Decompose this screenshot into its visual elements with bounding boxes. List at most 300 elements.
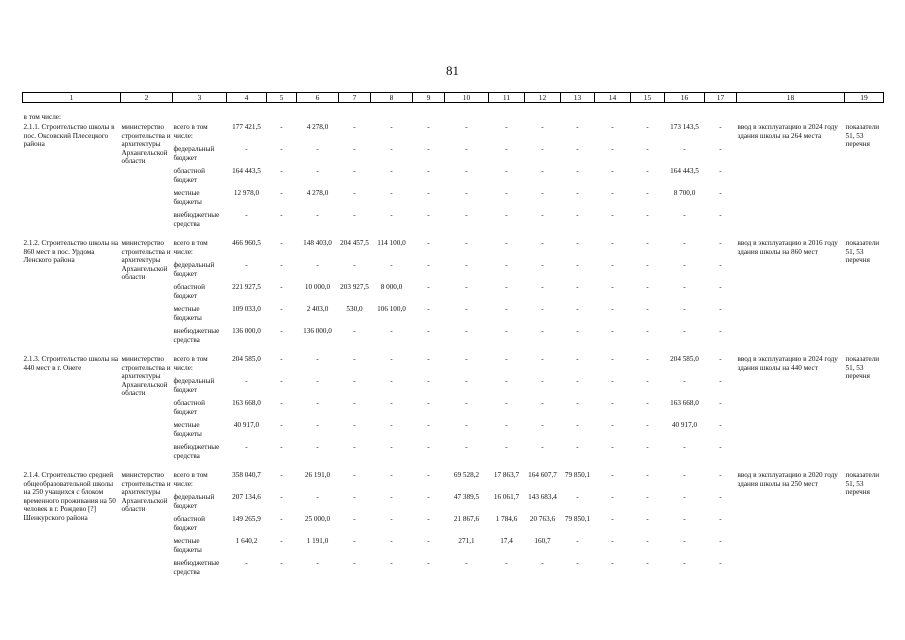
amount-cell: -: [646, 537, 649, 545]
amount-cell: 164 443,5: [232, 167, 261, 175]
amount-cell: 2 403,0: [306, 305, 329, 313]
amount-cell: -: [465, 421, 468, 429]
column-number: 9: [413, 93, 445, 103]
amount-cell: -: [316, 493, 319, 501]
indicators-ref: показатели 51, 53 перечня: [845, 123, 880, 149]
amount-cell: 10 000,0: [304, 283, 331, 291]
amount-cell: 164 607,7: [528, 471, 557, 479]
amount-cell: -: [576, 559, 579, 567]
column-number: 8: [371, 93, 413, 103]
amount-cell: -: [353, 211, 356, 219]
amount-cell: -: [576, 123, 579, 131]
amount-cell: -: [683, 515, 686, 523]
amount-cell: -: [427, 305, 430, 313]
amount-cell: -: [683, 377, 686, 385]
amount-cell: -: [353, 421, 356, 429]
executor-name: министерство строительства и архитектуры Архангельской области: [121, 355, 171, 398]
amount-cell: -: [280, 377, 283, 385]
amount-cell: -: [245, 211, 248, 219]
amount-cell: -: [427, 123, 430, 131]
amount-cell: -: [316, 211, 319, 219]
amount-cell: -: [683, 471, 686, 479]
amount-cell: -: [390, 327, 393, 335]
amount-cell: -: [611, 211, 614, 219]
amount-cell: -: [719, 123, 722, 131]
executor-name: министерство строительства и архитектуры Архангельской области: [121, 123, 171, 166]
amount-cell: -: [719, 261, 722, 269]
amount-cell: 106 100,0: [377, 305, 406, 313]
amount-cell: -: [576, 145, 579, 153]
amount-cell: -: [353, 145, 356, 153]
amount-cell: -: [390, 355, 393, 363]
executor-name: министерство строительства и архитектуры Архангельской области: [121, 239, 171, 282]
amount-cell: -: [719, 283, 722, 291]
amount-cell: -: [465, 123, 468, 131]
amount-cell: -: [505, 211, 508, 219]
intro-row: [23, 103, 884, 124]
amount-cell: -: [541, 123, 544, 131]
column-number: 11: [489, 93, 525, 103]
amount-cell: -: [390, 399, 393, 407]
amount-cell: -: [611, 421, 614, 429]
amount-cell: -: [646, 283, 649, 291]
amount-cell: -: [683, 537, 686, 545]
indicators-ref: показатели 51, 53 перечня: [845, 239, 880, 265]
amount-cell: -: [541, 377, 544, 385]
amount-cell: -: [390, 537, 393, 545]
table-row: [23, 123, 884, 145]
expected-result: ввод в эксплуатацию в 2020 году здания школы на 250 мест: [737, 471, 838, 488]
column-number: 12: [525, 93, 561, 103]
amount-cell: -: [541, 327, 544, 335]
amount-cell: -: [505, 399, 508, 407]
amount-cell: 271,1: [458, 537, 475, 545]
amount-cell: -: [245, 377, 248, 385]
amount-cell: -: [719, 377, 722, 385]
amount-cell: -: [576, 211, 579, 219]
amount-cell: 160,7: [534, 537, 551, 545]
amount-cell: -: [719, 189, 722, 197]
funding-source: федеральный бюджет: [173, 377, 215, 394]
amount-cell: 221 927,5: [232, 283, 261, 291]
funding-source: областной бюджет: [173, 283, 205, 300]
column-number: 4: [227, 93, 267, 103]
amount-cell: -: [427, 167, 430, 175]
amount-cell: -: [427, 399, 430, 407]
column-number: 14: [595, 93, 631, 103]
amount-cell: -: [646, 377, 649, 385]
funding-source: федеральный бюджет: [173, 145, 215, 162]
amount-cell: -: [390, 515, 393, 523]
amount-cell: -: [390, 167, 393, 175]
funding-source: местные бюджеты: [173, 421, 202, 438]
amount-cell: -: [541, 261, 544, 269]
funding-source: всего в том числе:: [173, 239, 208, 256]
amount-cell: -: [427, 377, 430, 385]
amount-cell: -: [353, 189, 356, 197]
funding-source: областной бюджет: [173, 515, 205, 532]
amount-cell: -: [505, 167, 508, 175]
amount-cell: -: [465, 239, 468, 247]
amount-cell: -: [390, 493, 393, 501]
amount-cell: -: [576, 421, 579, 429]
amount-cell: 16 061,7: [493, 493, 520, 501]
amount-cell: -: [280, 261, 283, 269]
amount-cell: 1 640,2: [235, 537, 258, 545]
amount-cell: -: [611, 377, 614, 385]
amount-cell: -: [353, 261, 356, 269]
amount-cell: 40 917,0: [233, 421, 260, 429]
amount-cell: -: [353, 377, 356, 385]
amount-cell: -: [280, 123, 283, 131]
amount-cell: 203 927,5: [340, 283, 369, 291]
amount-cell: -: [353, 123, 356, 131]
amount-cell: -: [465, 167, 468, 175]
funding-source: местные бюджеты: [173, 305, 202, 322]
amount-cell: -: [316, 399, 319, 407]
amount-cell: -: [611, 355, 614, 363]
amount-cell: -: [353, 327, 356, 335]
amount-cell: -: [316, 443, 319, 451]
amount-cell: -: [390, 145, 393, 153]
amount-cell: -: [646, 327, 649, 335]
column-number: 19: [845, 93, 884, 103]
table-body: [23, 103, 884, 582]
amount-cell: -: [719, 537, 722, 545]
amount-cell: -: [353, 399, 356, 407]
amount-cell: -: [719, 471, 722, 479]
amount-cell: 204 457,5: [340, 239, 369, 247]
amount-cell: -: [427, 493, 430, 501]
amount-cell: -: [719, 167, 722, 175]
amount-cell: -: [390, 211, 393, 219]
amount-cell: -: [280, 239, 283, 247]
funding-source: внебюджетные средства: [173, 327, 220, 344]
amount-cell: -: [683, 327, 686, 335]
amount-cell: -: [576, 239, 579, 247]
amount-cell: -: [646, 239, 649, 247]
amount-cell: -: [390, 443, 393, 451]
amount-cell: -: [576, 377, 579, 385]
column-number: 5: [267, 93, 297, 103]
amount-cell: -: [576, 399, 579, 407]
indicators-ref: показатели 51, 53 перечня: [845, 471, 880, 497]
amount-cell: -: [353, 167, 356, 175]
amount-cell: -: [646, 515, 649, 523]
column-number: 1: [23, 93, 121, 103]
amount-cell: -: [505, 239, 508, 247]
amount-cell: -: [427, 327, 430, 335]
amount-cell: -: [280, 559, 283, 567]
amount-cell: -: [427, 559, 430, 567]
funding-source: местные бюджеты: [173, 189, 202, 206]
amount-cell: -: [719, 327, 722, 335]
table-row: [23, 239, 884, 261]
amount-cell: -: [683, 145, 686, 153]
amount-cell: -: [353, 559, 356, 567]
amount-cell: -: [683, 283, 686, 291]
amount-cell: -: [541, 145, 544, 153]
amount-cell: -: [390, 377, 393, 385]
amount-cell: -: [683, 239, 686, 247]
amount-cell: -: [245, 261, 248, 269]
amount-cell: -: [427, 443, 430, 451]
amount-cell: -: [611, 145, 614, 153]
amount-cell: -: [719, 421, 722, 429]
amount-cell: 1 784,6: [495, 515, 518, 523]
amount-cell: -: [427, 471, 430, 479]
amount-cell: -: [505, 305, 508, 313]
amount-cell: -: [611, 443, 614, 451]
table-row: [23, 471, 884, 493]
amount-cell: -: [719, 399, 722, 407]
amount-cell: -: [719, 559, 722, 567]
amount-cell: 148 403,0: [303, 239, 332, 247]
amount-cell: -: [646, 493, 649, 501]
amount-cell: 4 278,0: [306, 123, 329, 131]
amount-cell: -: [245, 559, 248, 567]
amount-cell: -: [353, 537, 356, 545]
amount-cell: -: [719, 493, 722, 501]
amount-cell: -: [576, 493, 579, 501]
amount-cell: -: [683, 211, 686, 219]
measure-name: 2.1.4. Строительство средней общеобразовательной школы на 250 учащихся с блоком временного проживания на 50 человек в г. Рождево [?] Шенкурского района: [23, 471, 116, 522]
measure-name: 2.1.2. Строительство школы на 860 мест в пос. Урдома Ленского района: [23, 239, 119, 265]
amount-cell: -: [646, 261, 649, 269]
amount-cell: -: [353, 443, 356, 451]
amount-cell: -: [390, 421, 393, 429]
amount-cell: -: [505, 189, 508, 197]
amount-cell: -: [280, 283, 283, 291]
amount-cell: -: [611, 537, 614, 545]
amount-cell: -: [576, 261, 579, 269]
amount-cell: -: [505, 145, 508, 153]
amount-cell: -: [719, 211, 722, 219]
intro-text: в том числе:: [23, 113, 61, 121]
amount-cell: -: [353, 471, 356, 479]
amount-cell: -: [465, 559, 468, 567]
funding-source: внебюджетные средства: [173, 211, 220, 228]
amount-cell: -: [505, 559, 508, 567]
funding-source: всего в том числе:: [173, 471, 208, 488]
funding-source: федеральный бюджет: [173, 261, 215, 278]
funding-source: областной бюджет: [173, 167, 205, 184]
amount-cell: -: [576, 189, 579, 197]
amount-cell: -: [390, 189, 393, 197]
page-number: 81: [446, 63, 459, 78]
amount-cell: -: [316, 145, 319, 153]
amount-cell: -: [611, 167, 614, 175]
amount-cell: -: [541, 189, 544, 197]
column-number-row: [23, 93, 884, 103]
column-number: 17: [705, 93, 737, 103]
amount-cell: 79 850,1: [564, 471, 591, 479]
amount-cell: -: [427, 211, 430, 219]
amount-cell: -: [316, 421, 319, 429]
column-number: 7: [339, 93, 371, 103]
expected-result: ввод в эксплуатацию в 2024 году здания школы на 264 места: [737, 123, 838, 140]
amount-cell: -: [576, 443, 579, 451]
amount-cell: -: [719, 239, 722, 247]
amount-cell: 47 389,5: [453, 493, 480, 501]
amount-cell: -: [427, 261, 430, 269]
amount-cell: -: [646, 305, 649, 313]
amount-cell: -: [280, 145, 283, 153]
amount-cell: -: [245, 443, 248, 451]
amount-cell: -: [465, 443, 468, 451]
amount-cell: -: [390, 471, 393, 479]
expected-result: ввод в эксплуатацию в 2016 году здания школы на 860 мест: [737, 239, 838, 256]
column-number: 16: [665, 93, 705, 103]
amount-cell: -: [316, 261, 319, 269]
amount-cell: 79 850,1: [564, 515, 591, 523]
amount-cell: -: [427, 239, 430, 247]
amount-cell: -: [280, 471, 283, 479]
amount-cell: -: [646, 123, 649, 131]
amount-cell: -: [505, 327, 508, 335]
amount-cell: -: [316, 377, 319, 385]
amount-cell: -: [611, 283, 614, 291]
amount-cell: -: [611, 493, 614, 501]
amount-cell: -: [390, 123, 393, 131]
amount-cell: -: [541, 355, 544, 363]
amount-cell: 12 978,0: [233, 189, 260, 197]
amount-cell: -: [611, 239, 614, 247]
funding-source: местные бюджеты: [173, 537, 202, 554]
executor-name: министерство строительства и архитектуры Архангельской области: [121, 471, 171, 514]
amount-cell: 20 763,6: [529, 515, 556, 523]
amount-cell: -: [245, 145, 248, 153]
expected-result: ввод в эксплуатацию в 2024 году здания школы на 440 мест: [737, 355, 838, 372]
amount-cell: -: [465, 377, 468, 385]
amount-cell: -: [541, 421, 544, 429]
amount-cell: -: [390, 559, 393, 567]
amount-cell: -: [683, 493, 686, 501]
amount-cell: -: [719, 443, 722, 451]
amount-cell: -: [280, 355, 283, 363]
amount-cell: -: [611, 471, 614, 479]
amount-cell: -: [505, 261, 508, 269]
amount-cell: -: [646, 399, 649, 407]
amount-cell: 40 917,0: [671, 421, 698, 429]
amount-cell: -: [646, 211, 649, 219]
amount-cell: -: [611, 327, 614, 335]
amount-cell: 163 668,0: [232, 399, 261, 407]
amount-cell: -: [576, 283, 579, 291]
amount-cell: -: [280, 443, 283, 451]
column-number: 2: [121, 93, 173, 103]
table-row: [23, 355, 884, 377]
amount-cell: -: [465, 283, 468, 291]
amount-cell: -: [646, 145, 649, 153]
amount-cell: -: [646, 421, 649, 429]
amount-cell: -: [280, 189, 283, 197]
amount-cell: -: [280, 327, 283, 335]
amount-cell: -: [576, 167, 579, 175]
measure-name: 2.1.3. Строительство школы на 440 мест в г. Онеге: [23, 355, 119, 372]
amount-cell: -: [576, 355, 579, 363]
amount-cell: -: [280, 493, 283, 501]
amount-cell: -: [576, 305, 579, 313]
amount-cell: -: [465, 211, 468, 219]
column-number: 13: [561, 93, 595, 103]
amount-cell: -: [427, 355, 430, 363]
amount-cell: -: [427, 283, 430, 291]
amount-cell: -: [505, 283, 508, 291]
column-number: 15: [631, 93, 665, 103]
amount-cell: -: [465, 305, 468, 313]
amount-cell: -: [280, 211, 283, 219]
amount-cell: -: [505, 443, 508, 451]
column-number: 6: [297, 93, 339, 103]
amount-cell: 466 960,5: [232, 239, 261, 247]
amount-cell: 8 000,0: [380, 283, 403, 291]
amount-cell: -: [316, 559, 319, 567]
amount-cell: -: [683, 305, 686, 313]
amount-cell: -: [719, 515, 722, 523]
amount-cell: 114 100,0: [377, 239, 406, 247]
amount-cell: -: [353, 515, 356, 523]
amount-cell: -: [576, 327, 579, 335]
funding-source: федеральный бюджет: [173, 493, 215, 510]
amount-cell: -: [505, 377, 508, 385]
amount-cell: 358 040,7: [232, 471, 261, 479]
funding-source: областной бюджет: [173, 399, 205, 416]
amount-cell: 136 000,0: [303, 327, 332, 335]
amount-cell: -: [646, 355, 649, 363]
amount-cell: 26 191,0: [304, 471, 331, 479]
funding-source: внебюджетные средства: [173, 443, 220, 460]
funding-source: всего в том числе:: [173, 355, 208, 372]
column-number: 10: [445, 93, 489, 103]
amount-cell: -: [541, 559, 544, 567]
amount-cell: 17 863,7: [493, 471, 520, 479]
amount-cell: 143 683,4: [528, 493, 557, 501]
amount-cell: -: [683, 559, 686, 567]
amount-cell: 204 585,0: [232, 355, 261, 363]
amount-cell: 69 528,2: [453, 471, 480, 479]
amount-cell: -: [611, 123, 614, 131]
amount-cell: -: [646, 471, 649, 479]
amount-cell: -: [316, 167, 319, 175]
amount-cell: -: [390, 261, 393, 269]
indicators-ref: показатели 51, 53 перечня: [845, 355, 880, 381]
measure-name: 2.1.1. Строительство школы в пос. Оксовский Плесецкого района: [23, 123, 115, 149]
funding-source: всего в том числе:: [173, 123, 208, 140]
amount-cell: -: [465, 261, 468, 269]
amount-cell: 204 585,0: [670, 355, 699, 363]
amount-cell: -: [541, 399, 544, 407]
column-number: 18: [737, 93, 845, 103]
amount-cell: 4 278,0: [306, 189, 329, 197]
amount-cell: -: [427, 515, 430, 523]
amount-cell: 109 033,0: [232, 305, 261, 313]
budget-table: [22, 92, 884, 581]
amount-cell: -: [541, 167, 544, 175]
amount-cell: -: [505, 123, 508, 131]
amount-cell: -: [280, 537, 283, 545]
amount-cell: -: [683, 443, 686, 451]
amount-cell: -: [465, 145, 468, 153]
amount-cell: 25 000,0: [304, 515, 331, 523]
column-number: 3: [173, 93, 227, 103]
amount-cell: -: [646, 189, 649, 197]
funding-source: внебюджетные средства: [173, 559, 220, 576]
amount-cell: -: [541, 305, 544, 313]
amount-cell: -: [353, 355, 356, 363]
amount-cell: -: [541, 239, 544, 247]
amount-cell: -: [465, 327, 468, 335]
